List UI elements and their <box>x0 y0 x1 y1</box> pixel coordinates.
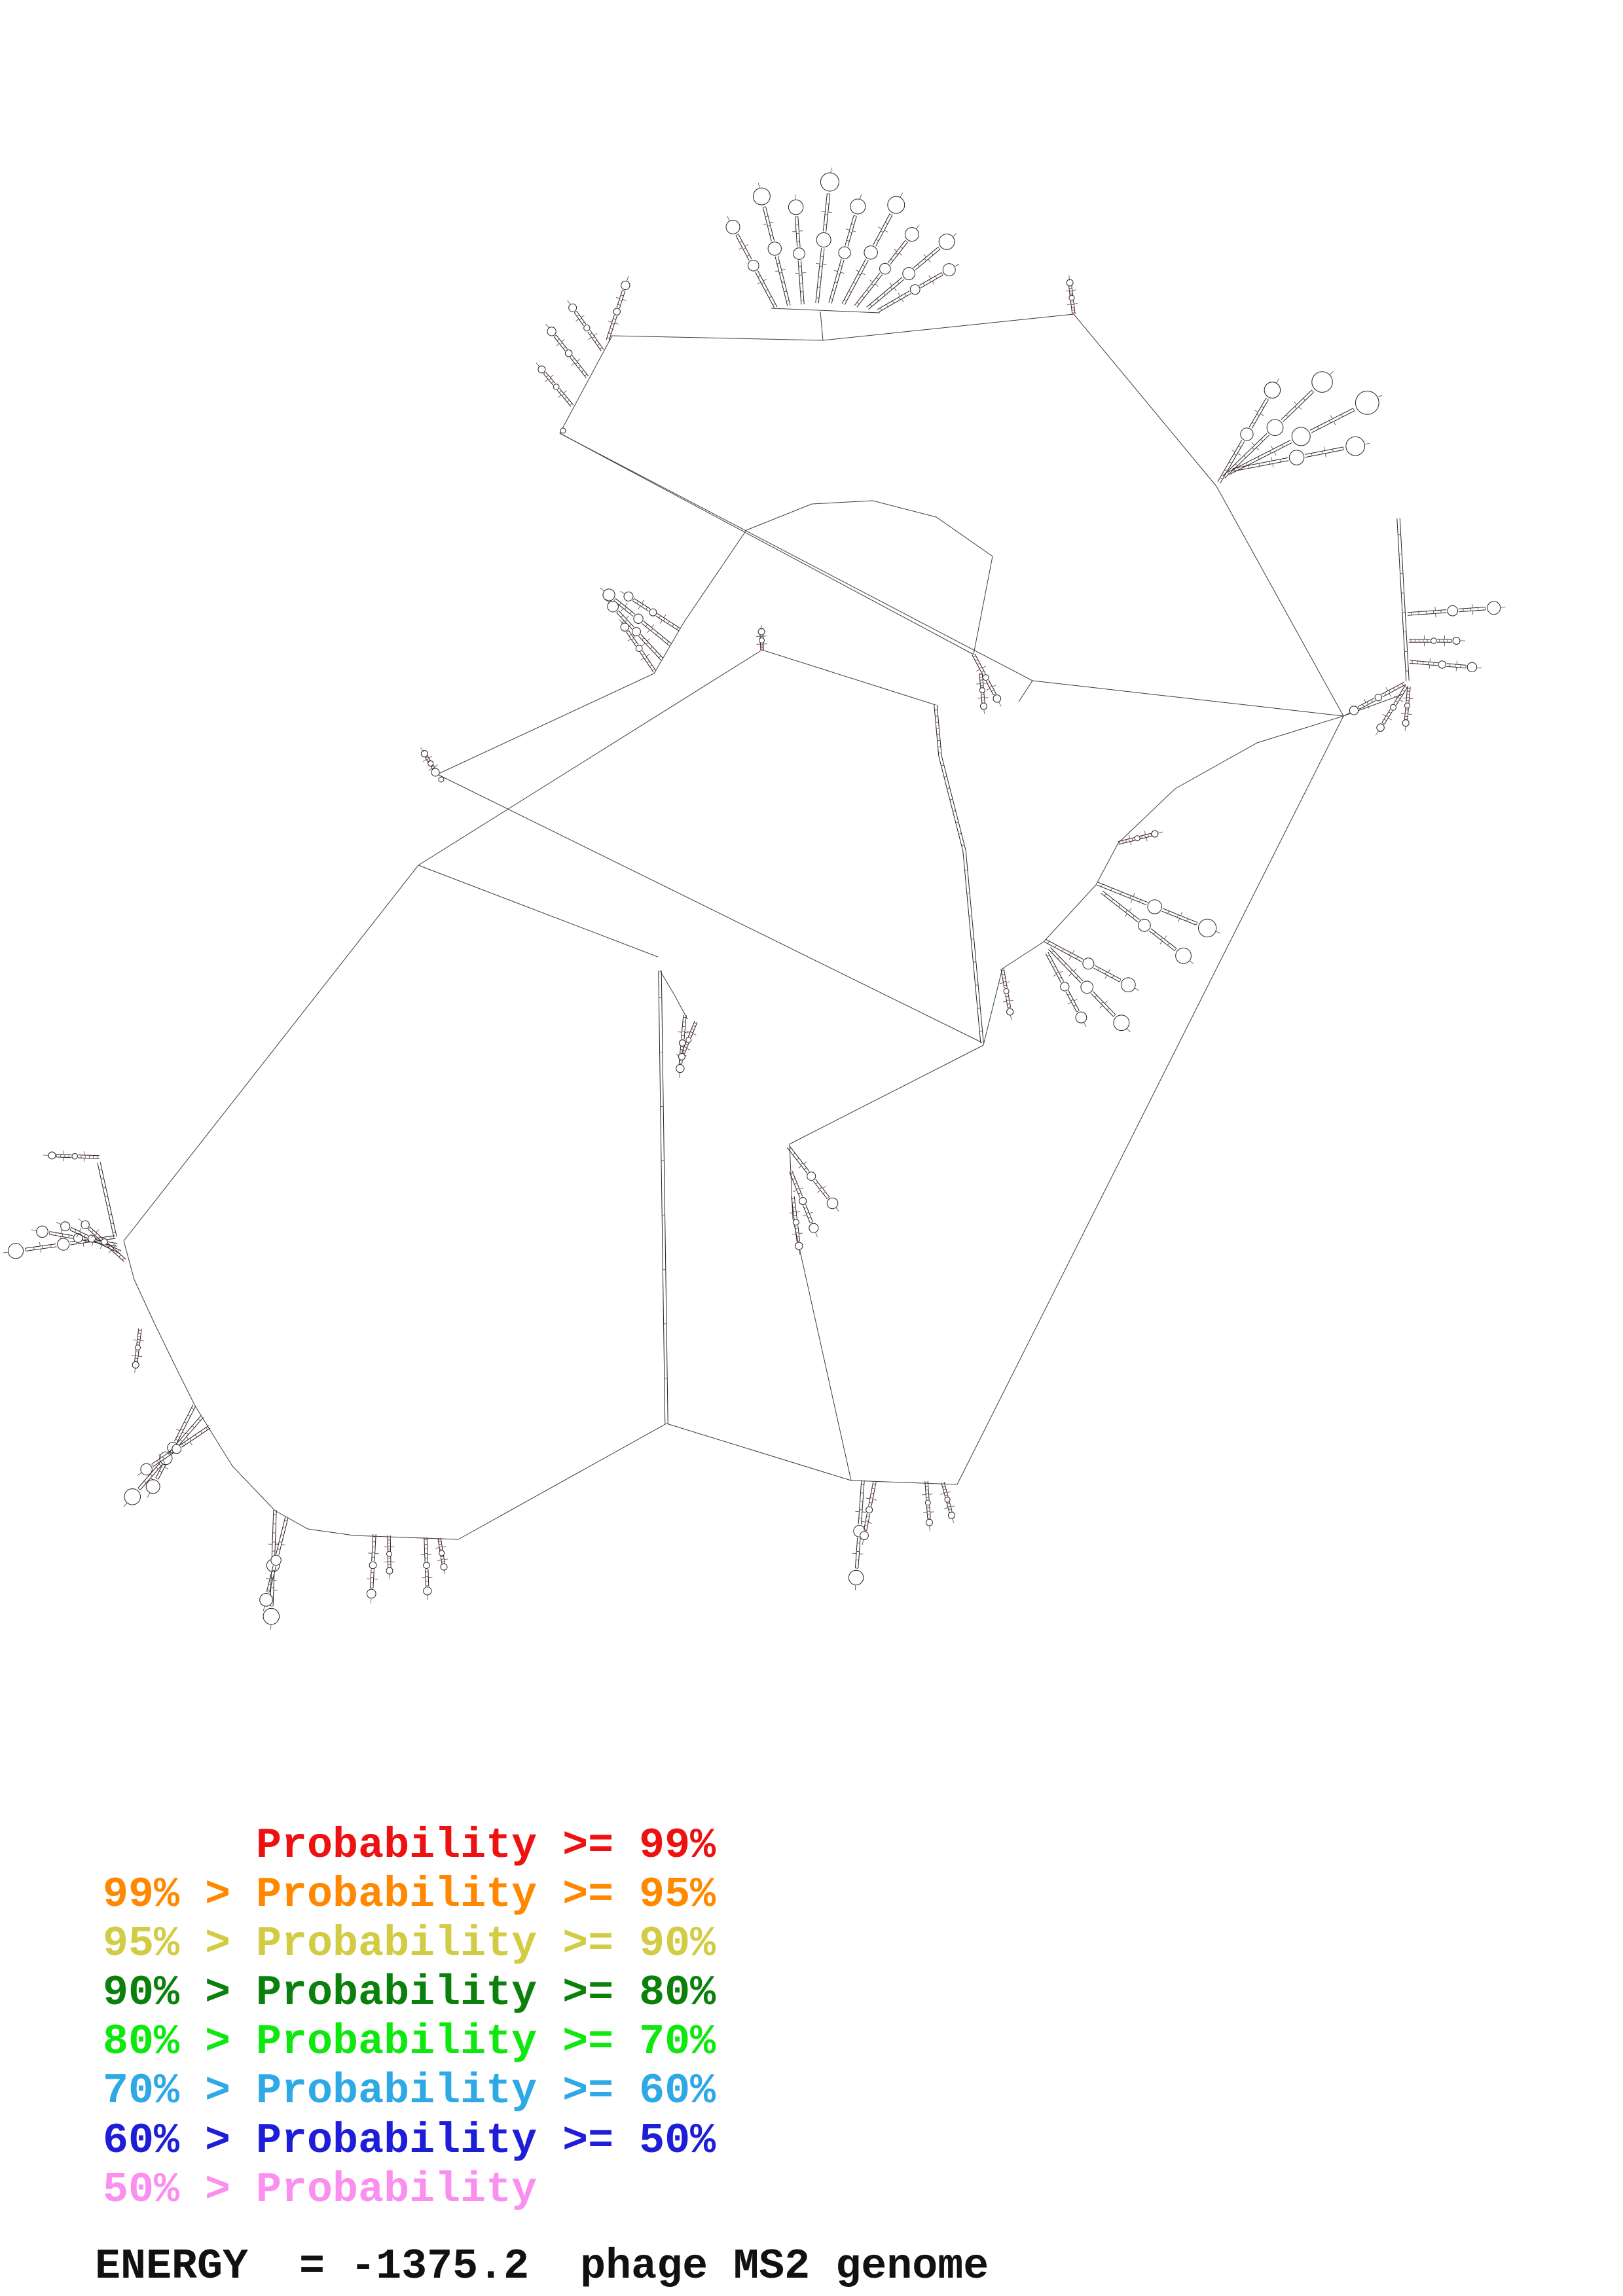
legend-row-95-90: 95% > Probability >= 90% <box>103 1920 716 1968</box>
legend-row-90-80: 90% > Probability >= 80% <box>103 1969 716 2017</box>
energy-label: ENERGY = -1375.2 phage MS2 genome <box>95 2242 989 2291</box>
legend-row-60-50: 60% > Probability >= 50% <box>103 2117 716 2165</box>
legend-row-70-60: 70% > Probability >= 60% <box>103 2067 716 2115</box>
legend-row-prob-99: Probability >= 99% <box>103 1821 716 1870</box>
legend-row-80-70: 80% > Probability >= 70% <box>103 2018 716 2066</box>
legend-row-99-95: 99% > Probability >= 95% <box>103 1871 716 1919</box>
legend-row-below-50: 50% > Probability <box>103 2166 538 2214</box>
